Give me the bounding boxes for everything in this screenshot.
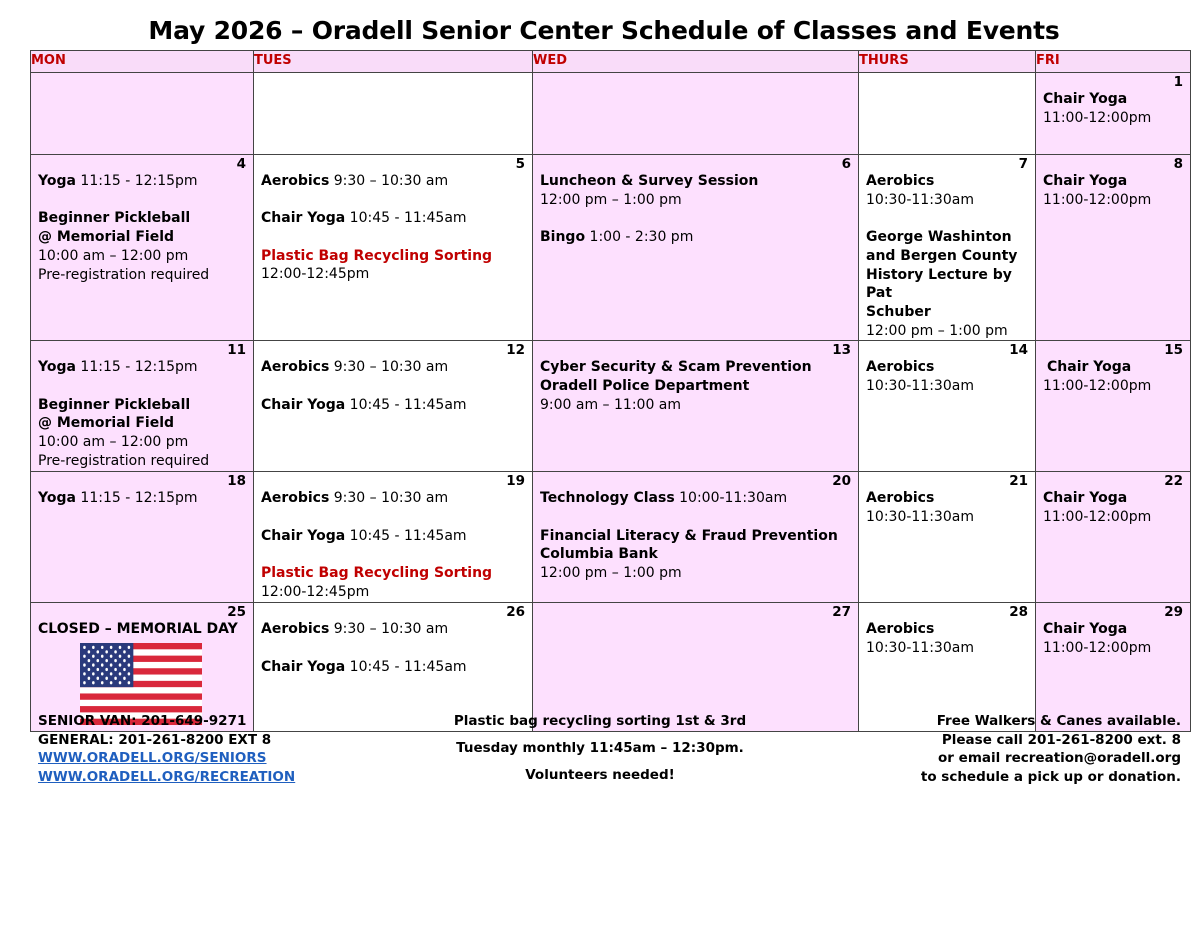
event-time: 11:00-12:00pm bbox=[1043, 378, 1152, 395]
event-time: 10:45 - 11:45am bbox=[349, 527, 467, 544]
weekday-header: TUES bbox=[254, 51, 533, 73]
closed-notice: CLOSED – MEMORIAL DAY bbox=[38, 621, 238, 638]
day-cell-20 bbox=[533, 472, 859, 603]
event-time: 9:30 – 10:30 am bbox=[333, 490, 449, 507]
day-number: 5 bbox=[515, 156, 525, 172]
event-time: 12:00-12:45pm bbox=[261, 266, 370, 283]
day-cell bbox=[859, 73, 1036, 155]
page-title: May 2026 – Oradell Senior Center Schedule of Classes and Events bbox=[148, 16, 1060, 45]
day-number: 12 bbox=[506, 342, 525, 359]
event-time: 11:00-12:00pm bbox=[1043, 109, 1152, 126]
event-time: 12:00 pm – 1:00 pm bbox=[540, 191, 682, 208]
day-cell-14 bbox=[859, 341, 1036, 472]
week-row bbox=[31, 341, 1191, 472]
event-title: Chair Yoga bbox=[261, 527, 346, 544]
event-time: 11:15 - 12:15pm bbox=[80, 490, 198, 507]
event-title: Luncheon & Survey Session bbox=[540, 173, 759, 189]
week-row bbox=[31, 73, 1191, 155]
day-number: 7 bbox=[1018, 156, 1028, 172]
day-cell-8 bbox=[1036, 155, 1191, 341]
event-title: Chair Yoga bbox=[1043, 490, 1128, 507]
day-number: 15 bbox=[1164, 342, 1183, 359]
day-cell-11 bbox=[31, 341, 254, 472]
day-cell-6 bbox=[533, 155, 859, 341]
day-number: 4 bbox=[236, 156, 246, 172]
event-time: 11:00-12:00pm bbox=[1043, 509, 1152, 526]
event-time: 10:45 - 11:45am bbox=[349, 210, 467, 227]
event-title: Bingo bbox=[540, 229, 586, 246]
weekday-header: MON bbox=[31, 51, 254, 73]
event-time: 1:00 - 2:30 pm bbox=[589, 229, 694, 246]
recycling-line-1: Plastic bag recycling sorting 1st & 3rd bbox=[453, 713, 747, 729]
footer-walkers-note bbox=[921, 712, 1181, 786]
day-number: 6 bbox=[841, 156, 851, 172]
footer-contacts bbox=[38, 712, 295, 786]
walkers-line-1: Free Walkers & Canes available. bbox=[936, 713, 1181, 729]
event-title: Chair Yoga bbox=[1047, 359, 1132, 376]
day-number: 13 bbox=[832, 342, 851, 359]
event-time: 10:45 - 11:45am bbox=[349, 396, 467, 413]
event-title: Aerobics bbox=[261, 490, 330, 507]
event-time: 11:00-12:00pm bbox=[1043, 640, 1152, 657]
event-time: 10:30-11:30am bbox=[866, 640, 974, 657]
weekday-header: THURS bbox=[859, 51, 1036, 73]
event-title: Yoga bbox=[38, 359, 76, 376]
event-title: Chair Yoga bbox=[261, 658, 346, 675]
event-title-line: and Bergen County bbox=[866, 247, 1018, 264]
event-time: 10:00 am – 12:00 pm bbox=[38, 434, 189, 451]
day-number: 18 bbox=[227, 473, 246, 490]
weekday-header: WED bbox=[533, 51, 859, 73]
day-cell bbox=[31, 73, 254, 155]
week-row bbox=[31, 472, 1191, 603]
day-cell-7 bbox=[859, 155, 1036, 341]
day-number: 26 bbox=[506, 604, 525, 621]
day-cell-5 bbox=[254, 155, 533, 341]
footer-recycling-note bbox=[380, 712, 820, 784]
event-time: 10:30-11:30am bbox=[866, 509, 974, 526]
event-time: 9:30 – 10:30 am bbox=[333, 621, 449, 638]
event-host: Columbia Bank bbox=[540, 546, 658, 563]
event-time: 12:00-12:45pm bbox=[261, 583, 370, 600]
event-title: Chair Yoga bbox=[1043, 621, 1128, 638]
event-title: Yoga bbox=[38, 173, 76, 189]
event-title-line: Schuber bbox=[866, 303, 931, 320]
event-time: 10:00-11:30am bbox=[679, 490, 788, 507]
event-title: Technology Class bbox=[540, 490, 675, 507]
day-number: 1 bbox=[1173, 74, 1183, 90]
walkers-line-2: Please call 201-261-8200 ext. 8 bbox=[941, 731, 1181, 748]
event-time: 12:00 pm – 1:00 pm bbox=[866, 322, 1008, 339]
event-title-highlight: Plastic Bag Recycling Sorting bbox=[261, 247, 493, 264]
event-title: Aerobics bbox=[866, 173, 935, 189]
weekday-header-row bbox=[31, 51, 1191, 73]
event-location: @ Memorial Field bbox=[38, 229, 175, 246]
event-time: 11:15 - 12:15pm bbox=[80, 173, 198, 189]
day-cell-12 bbox=[254, 341, 533, 472]
event-title: Aerobics bbox=[866, 359, 935, 376]
day-cell-22 bbox=[1036, 472, 1191, 603]
event-time: 11:15 - 12:15pm bbox=[80, 359, 198, 376]
day-number: 28 bbox=[1009, 604, 1028, 621]
day-cell-19 bbox=[254, 472, 533, 603]
general-phone: GENERAL: 201-261-8200 EXT 8 bbox=[38, 731, 272, 748]
event-title: Chair Yoga bbox=[1043, 91, 1128, 107]
walkers-line-3: or email recreation@oradell.org bbox=[938, 750, 1181, 766]
weekday-header: FRI bbox=[1036, 51, 1191, 73]
day-cell-15 bbox=[1036, 341, 1191, 472]
event-title: Aerobics bbox=[866, 490, 935, 507]
week-row bbox=[31, 155, 1191, 341]
event-time: 10:30-11:30am bbox=[866, 378, 974, 395]
day-cell-21 bbox=[859, 472, 1036, 603]
day-cell-4 bbox=[31, 155, 254, 341]
event-title: Aerobics bbox=[261, 173, 330, 189]
event-note: Pre-registration required bbox=[38, 452, 210, 469]
event-title-line: History Lecture by Pat bbox=[866, 266, 1012, 302]
day-cell-18 bbox=[31, 472, 254, 603]
event-host: Oradell Police Department bbox=[540, 378, 750, 395]
day-number: 22 bbox=[1164, 473, 1183, 490]
event-title: Beginner Pickleball bbox=[38, 396, 191, 413]
event-time: 9:30 – 10:30 am bbox=[333, 359, 449, 376]
calendar-grid bbox=[30, 50, 1191, 732]
event-title: Yoga bbox=[38, 490, 76, 507]
seniors-link[interactable]: WWW.ORADELL.ORG/SENIORS bbox=[38, 750, 267, 766]
day-number: 20 bbox=[832, 473, 851, 490]
event-time: 11:00-12:00pm bbox=[1043, 191, 1152, 208]
event-time: 10:45 - 11:45am bbox=[349, 658, 467, 675]
event-title-highlight: Plastic Bag Recycling Sorting bbox=[261, 565, 493, 582]
day-number: 8 bbox=[1173, 156, 1183, 172]
event-title: Beginner Pickleball bbox=[38, 210, 191, 227]
event-time: 9:00 am – 11:00 am bbox=[540, 396, 682, 413]
day-number: 14 bbox=[1009, 342, 1028, 359]
day-number: 11 bbox=[227, 342, 246, 359]
event-title: Chair Yoga bbox=[261, 210, 346, 227]
day-cell bbox=[254, 73, 533, 155]
day-cell-1 bbox=[1036, 73, 1191, 155]
event-title: George Washinton bbox=[866, 229, 1012, 246]
event-time: 12:00 pm – 1:00 pm bbox=[540, 565, 682, 582]
event-time: 10:30-11:30am bbox=[866, 191, 974, 208]
event-time: 9:30 – 10:30 am bbox=[333, 173, 449, 189]
day-number: 21 bbox=[1009, 473, 1028, 490]
senior-van-phone: SENIOR VAN: 201-649-9271 bbox=[38, 713, 247, 729]
event-title: Chair Yoga bbox=[1043, 173, 1128, 189]
day-number: 27 bbox=[832, 604, 851, 621]
recreation-link[interactable]: WWW.ORADELL.ORG/RECREATION bbox=[38, 768, 296, 785]
event-title: Aerobics bbox=[866, 621, 935, 638]
day-cell-13 bbox=[533, 341, 859, 472]
event-note: Pre-registration required bbox=[38, 266, 210, 283]
event-title: Aerobics bbox=[261, 359, 330, 376]
day-cell bbox=[533, 73, 859, 155]
event-title: Financial Literacy & Fraud Prevention bbox=[540, 527, 838, 544]
day-number: 25 bbox=[227, 604, 246, 621]
event-title: Aerobics bbox=[261, 621, 330, 638]
event-title: Cyber Security & Scam Prevention bbox=[540, 359, 812, 376]
event-title: Chair Yoga bbox=[261, 396, 346, 413]
walkers-line-4: to schedule a pick up or donation. bbox=[920, 768, 1181, 785]
volunteers-line: Volunteers needed! bbox=[525, 767, 675, 783]
event-location: @ Memorial Field bbox=[38, 415, 175, 432]
event-time: 10:00 am – 12:00 pm bbox=[38, 247, 189, 264]
day-number: 29 bbox=[1164, 604, 1183, 621]
day-number: 19 bbox=[506, 473, 525, 490]
recycling-line-2: Tuesday monthly 11:45am – 12:30pm. bbox=[456, 740, 744, 756]
